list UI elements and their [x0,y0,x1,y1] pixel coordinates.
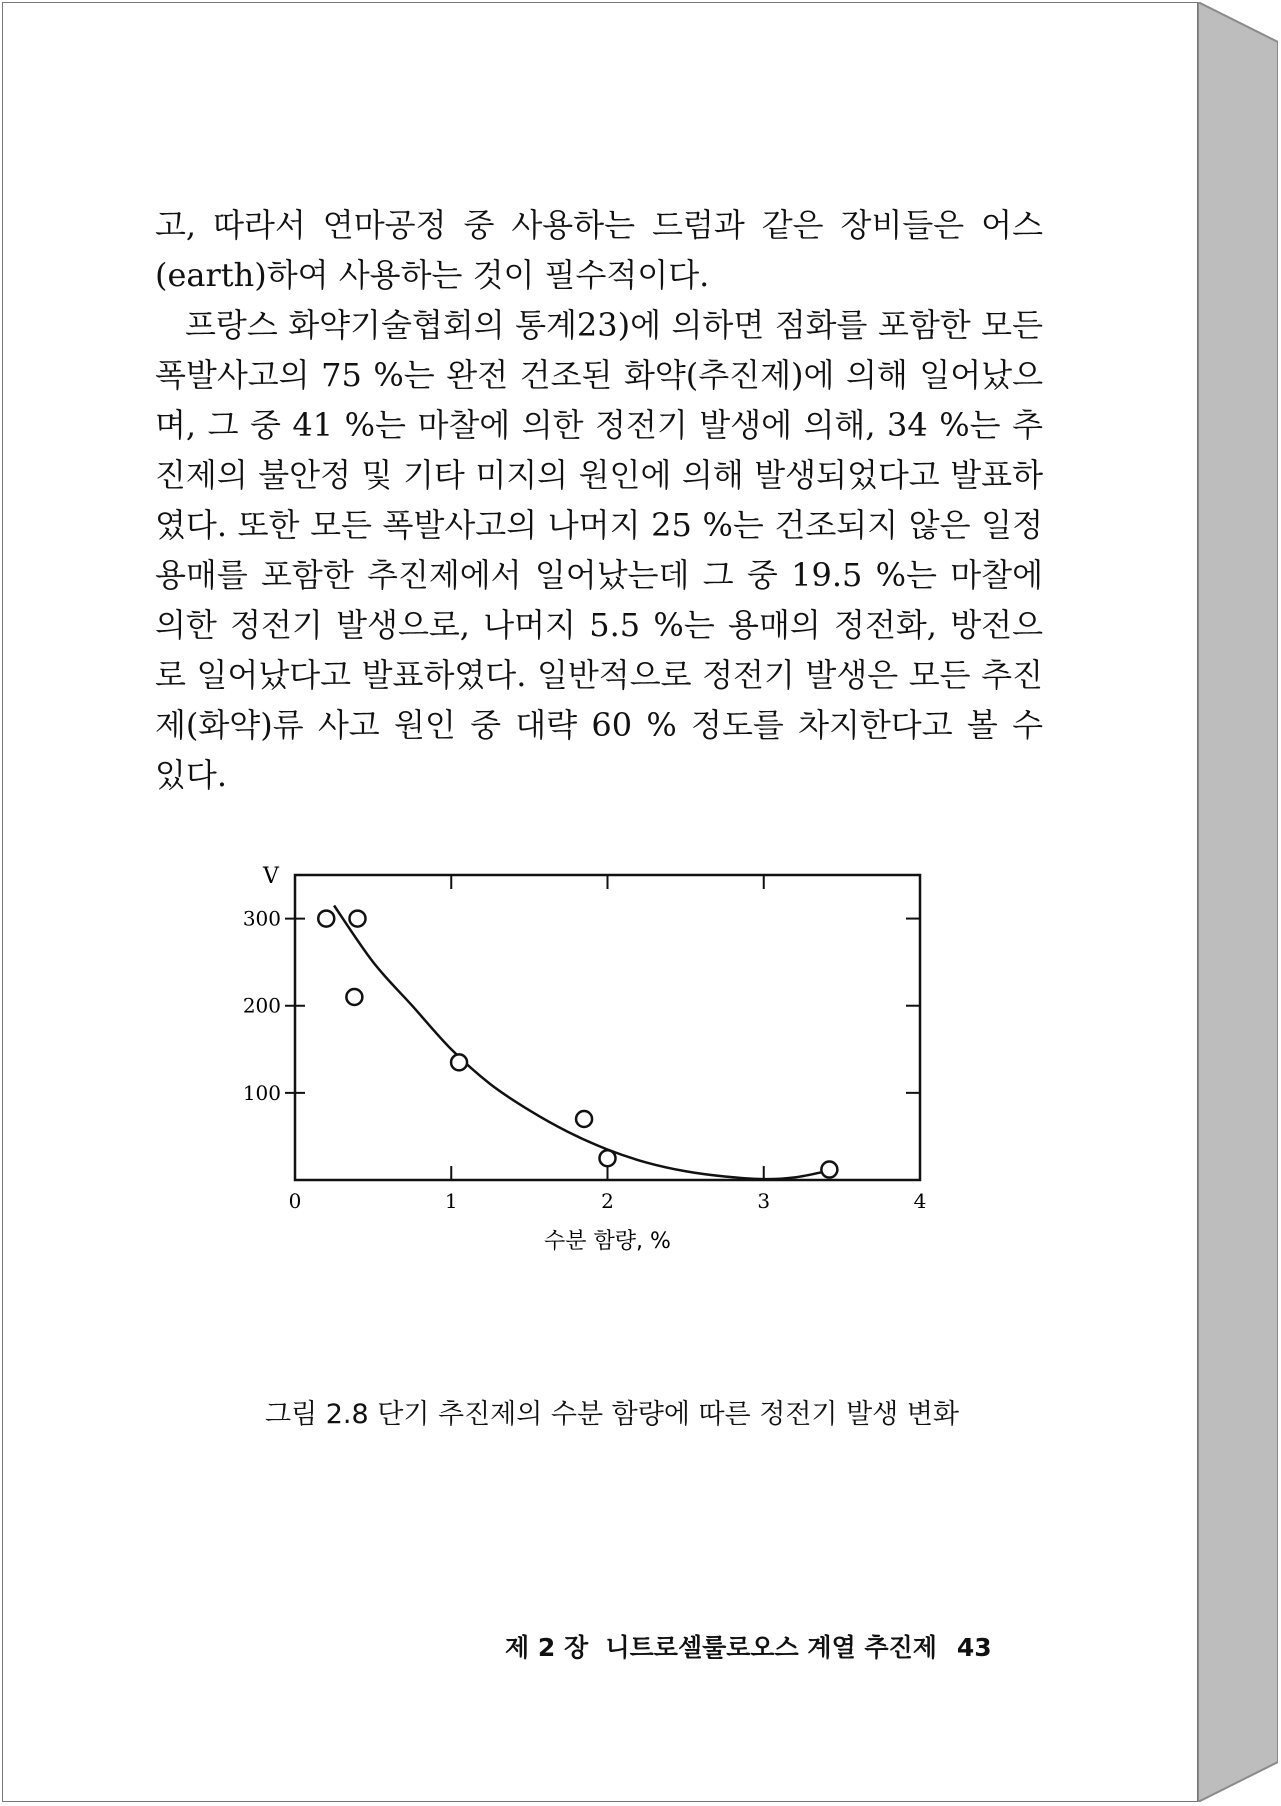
x-tick-label: 2 [601,1189,614,1213]
data-point [346,989,362,1005]
plot-frame [295,875,920,1180]
data-point [576,1111,592,1127]
x-tick-label: 4 [913,1189,927,1213]
running-footer [505,1628,992,1664]
x-axis-label: 수분 함량, % [544,1229,671,1254]
figure-2-8 [220,855,960,1295]
data-point [350,911,366,927]
fit-curve [334,906,826,1180]
y-axis-label: V [263,864,279,889]
book-spine [1198,2,1278,1802]
data-point [600,1150,616,1166]
paragraph-1: 고, 따라서 연마공정 중 사용하는 드럼과 같은 장비들은 어스(earth)하여 사용하는 것이 필수적이다. [155,206,1043,294]
data-point [318,911,334,927]
x-tick-label: 3 [757,1189,771,1213]
page-number: 43 [956,1633,992,1662]
y-tick-label: 100 [242,1080,281,1105]
data-point [821,1162,837,1178]
x-tick-label: 0 [288,1189,302,1213]
moisture-voltage-chart [220,855,960,1295]
body-text [155,200,1043,800]
y-tick-label: 300 [242,906,281,931]
figure-caption: 그림 2.8 단기 추진제의 수분 함량에 따른 정전기 발생 변화 [265,1399,959,1430]
figure-caption-row [0,1392,1281,1431]
x-tick-label: 1 [444,1189,458,1213]
data-point [451,1054,467,1070]
chapter-title: 제 2 장 니트로셀룰로오스 계열 추진제 [505,1633,937,1662]
paragraph-2: 프랑스 화약기술협회의 통계23)에 의하면 점화를 포함한 모든 폭발사고의 75 %는 완전 건조된 화약(추진제)에 의해 일어났으며, 그 중 41 %는 마찰에 의한 정전기 발생에 의해, 34 %는 추진제의 불안정 및 기타 미지의 원인에 의해 발생되었다고 발표하였다. 또한 모든 폭발사고의 나머지 25 %는 건조되지 않은 일정 용매를 포함한 추진제에서 일어났는데 그 중 19.5 %는 마찰에 의한 정전기 발생으로, 나머지 5.5 %는 용매의 정전화, 방전으로 일어났다고 발표하였다. 일반적으로 정전기 발생은 모든 추진제(화약)류 사고 원인 중 대략 60 % 정도를 차지한다고 볼 수 있다. [155,306,1043,794]
y-tick-label: 200 [242,993,281,1018]
